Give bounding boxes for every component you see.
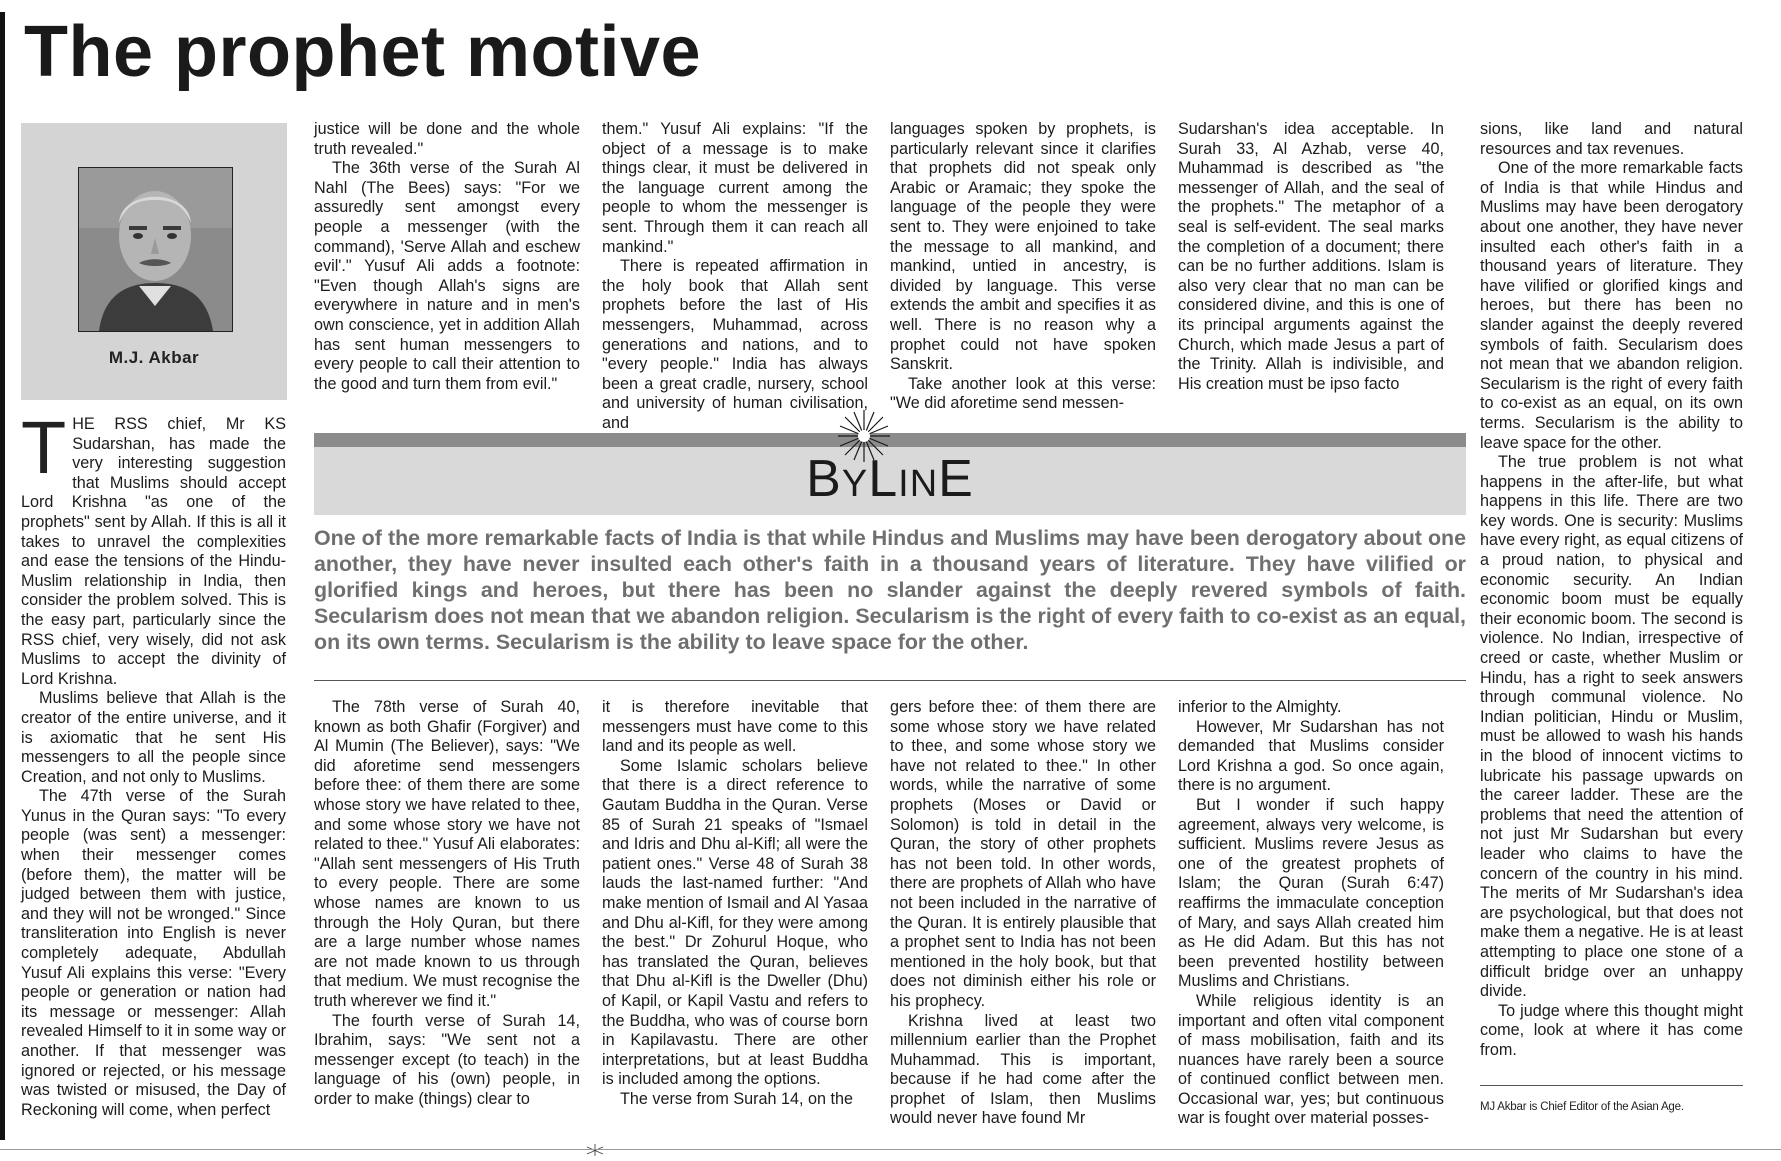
- article-paragraph: [21, 406, 286, 689]
- byline-logo: [314, 446, 1466, 517]
- article-column-4-bottom: [890, 698, 1156, 1129]
- article-paragraph: gers before thee: of them there are some whose story we have related to thee, and some whose story we have not related to thee." In other words, while the narrative of some prophets (Moses or David or Solomon) is told in detail in the Quran, the story of other prophets has not been told. In other words, there are prophets of Allah who have not been included in the narrative of the Quran. It is entirely plausible that a prophet sent to India has not been mentioned in the holy book, but that does not diminish either his role or his prophecy.: [890, 698, 1156, 1010]
- article-column-2-bottom: [314, 698, 580, 1109]
- footnote-rule: [1480, 1085, 1743, 1086]
- byline-logo-letter: IN: [898, 463, 939, 505]
- paragraph-text: HE RSS chief, Mr KS Sudarshan, has made the very interesting suggestion that Muslims should accept Lord Krishna "as one of the prophets" sent by Allah. If this is all it takes to unravel the complexities and ease the tensions of the Hindu-Muslim relationship in India, then consider the problem solved. This is the easy part, particularly since the RSS chief, very wisely, did not ask Muslims to accept the divinity of Lord Krishna.: [21, 415, 286, 688]
- article-column-3-top: [602, 120, 868, 434]
- article-paragraph: justice will be done and the whole truth revealed.": [314, 120, 580, 158]
- article-paragraph: The 36th verse of the Surah Al Nahl (The Bees) says: "For we assuredly sent amongst every people a messenger (with the command), 'Serve Allah and eschew evil'." Yusuf Ali adds a footnote: "Even though Allah's signs are everywhere in nature and in men's own conscience, yet in addition Allah has sent human messengers to every people to call their attention to the good and turn them from evil.": [314, 159, 580, 393]
- article-paragraph: The 47th verse of the Surah Yunus in the Quran says: "To every people (was sent) a messenger: when their messenger comes (before them), the matter will be judged between them with justice, and they will not be wronged." Since transliteration into English is never completely adequate, Abdullah Yusuf Ali explains this verse: "Every people or generation or nation had its message or messenger: Allah revealed Himself to it in some way or another. If that messenger was ignored or rejected, or his message was twisted or misused, the Day of Reckoning will come, when perfect: [21, 787, 286, 1119]
- article-paragraph: There is repeated affirmation in the holy book that Allah sent prophets before the last of His messengers, Muhammad, across generations and nations, and to "every people." India has always been a great cradle, nursery, school and university of human civilisation, and: [602, 257, 868, 432]
- article-paragraph: sions, like land and natural resources and tax revenues.: [1480, 120, 1743, 158]
- byline-logo-letter: B: [806, 450, 842, 508]
- author-portrait-image: [79, 168, 232, 331]
- article-paragraph: The fourth verse of Surah 14, Ibrahim, says: "We sent not a messenger except (to teach) in the language of his (own) people, in order to make (things) clear to: [314, 1011, 580, 1108]
- article-paragraph: One of the more remarkable facts of India is that while Hindus and Muslims may have been derogatory about one another, they have never insulted each other's faith in a thousand years of literature. They have vilified or glorified kings and heroes, but there has been no slander against the deeply revered symbols of faith. Secularism does not mean that we abandon religion. Secularism is the right of every faith to co-exist as an equal, on its own terms. Secularism is the ability to leave space for the other.: [1480, 159, 1743, 452]
- article-paragraph: Sudarshan's idea acceptable. In Surah 33, Al Azhab, verse 40, Muhammad is described as "the messenger of Allah, and the seal of the prophets." The metaphor of a seal is self-evident. The seal marks the completion of a document; there can be no further additions. Islam is also very clear that no man can be considered divine, and this is one of its principal arguments against the Church, which made Jesus a part of the Trinity. Allah is indivisible, and His creation must be ipso facto: [1178, 120, 1444, 393]
- article-column-2-top: [314, 120, 580, 394]
- article-paragraph: While religious identity is an important and often vital component of mass mobilisation, faith and its nuances have rarely been a source of continued conflict between men. Occasional war, yes; but continuous war is fought over material posses-: [1178, 991, 1444, 1128]
- article-paragraph: inferior to the Almighty.: [1178, 698, 1342, 716]
- article-paragraph: The 78th verse of Surah 40, known as both Ghafir (Forgiver) and Al Mumin (The Believer), says: "We did aforetime send messengers before thee: of them there are some whose story we have related to thee, and some whose story we have not related to thee." Yusuf Ali elaborates: "Allah sent messengers of His Truth to every people. There are some whose names are known to us through the Holy Quran, but there are a large number whose names are not made known to us through that medium. We must recognise the truth wherever we find it.": [314, 698, 580, 1010]
- article-paragraph: The true problem is not what happens in the after-life, but what happens in this life. There are two key words. One is security: Muslims have every right, as equal citizens of a proud nation, to physical and economic security. An Indian economic boom must be equally their economic boom. The second is violence. No Indian, irrespective of creed or caste, whether Muslim or Hindu, has a right to seek answers through communal violence. No Indian politician, Hindu or Muslim, must be allowed to wash his hands in the blood of innocent victims to lubricate his passage upwards on the career ladder. These are the problems that need the attention of not just Mr Sudarshan but every leader who claims to have the concern of the country in his mind. The merits of Mr Sudarshan's idea are psychological, but that does not make them a negative. He is at least attempting to place one stone of a difficult bridge over an unhappy divide.: [1480, 453, 1743, 1001]
- article-column-5-bottom: [1178, 698, 1444, 1129]
- author-footnote: MJ Akbar is Chief Editor of the Asian Age.: [1480, 1101, 1684, 1113]
- article-column-1: [21, 406, 286, 1120]
- article-paragraph: The verse from Surah 14, on the: [620, 1089, 854, 1108]
- article-paragraph: them." Yusuf Ali explains: "If the object of a message is to make things clear, it must be delivered in the language current among the people to whom the messenger is sent. Through them it can reach all mankind.": [602, 120, 868, 256]
- article-paragraph: Krishna lived at least two millennium earlier than the Prophet Muhammad. This is important, because if he had come after the prophet of Islam, then Muslims would never have found Mr: [890, 1011, 1156, 1128]
- article-paragraph: Muslims believe that Allah is the creator of the entire universe, and it is axiomatic that he sent His messengers to all the people since Creation, and not only to Muslims.: [21, 689, 286, 786]
- author-photo: [78, 167, 233, 332]
- article-paragraph: it is therefore inevitable that messengers must have come to this land and its people as well.: [602, 698, 868, 756]
- article-paragraph: But I wonder if such happy agreement, always very welcome, is sufficient. Muslims revere Jesus as one of the greatest prophets of Islam; the Quran (Surah 6:47) reaffirms the immaculate conception of Mary, and says Allah created him as He did Adam. But this has not been prevented hostility between Muslims and Christians.: [1178, 795, 1444, 991]
- article-paragraph: languages spoken by prophets, is particularly relevant since it clarifies that prophets did not speak only Arabic or Aramaic; they spoke the language of the people they were sent to. They were enjoined to take the message to all mankind, and mankind, untied in ancestry, is divided by language. This verse extends the ambit and specifies it as well. There is no reason why a prophet could not have spoken Sanskrit.: [890, 120, 1156, 374]
- article-paragraph: Take another look at this verse: "We did aforetime send messen-: [890, 374, 1156, 413]
- article-paragraph: To judge where this thought might come, look at where it has come from.: [1480, 1001, 1743, 1059]
- article-column-5-top: [1178, 120, 1444, 394]
- left-border-rule: [0, 12, 5, 1140]
- bottom-rule: [0, 1149, 1781, 1150]
- section-divider: [314, 680, 1466, 681]
- article-column-4-top: [890, 120, 1156, 414]
- article-column-3-bottom: [602, 698, 868, 1109]
- article-paragraph: Some Islamic scholars believe that there is a direct reference to Gautam Buddha in the Quran. Verse 85 of Surah 21 speaks of "Ismael and Idris and Dhu al-Kifl; all were the patient ones." Verse 48 of Surah 38 lauds the last-named further: "And make mention of Ismail and Al Yasaa and Dhu al-Kifl, for they were among the best." Dr Zohurul Hoque, who has translated the Quran, believes that Dhu al-Kifl is the Dweller (Dhu) of Kapil, or Kapil Vastu and refers to the Buddha, who was of course born in Kapilavastu. There are other interpretations, but at least Buddha is included among the options.: [602, 756, 868, 1089]
- article-column-6: [1480, 120, 1743, 1061]
- byline-logo-letter: L: [868, 450, 899, 508]
- pull-quote: One of the more remarkable facts of India is that while Hindus and Muslims may have been derogatory about one another, they have never insulted each other's faith in a thousand years of literature. They have vilified or glorified kings and heroes, but there has been no slander against the deeply revered symbols of faith. Secularism does not mean that we abandon religion. Secularism is the right of every faith to co-exist as an equal, on its own terms. Secularism is the ability to leave space for the other.: [314, 526, 1466, 654]
- drop-cap: T: [21, 406, 67, 489]
- author-name: M.J. Akbar: [108, 348, 200, 367]
- article-paragraph: However, Mr Sudarshan has not demanded that Muslims consider Lord Krishna a god. So once again, there is no argument.: [1178, 717, 1444, 795]
- headline: The prophet motive: [24, 12, 702, 92]
- byline-logo-letter: Y: [841, 463, 869, 505]
- byline-logo-letter: E: [938, 450, 974, 508]
